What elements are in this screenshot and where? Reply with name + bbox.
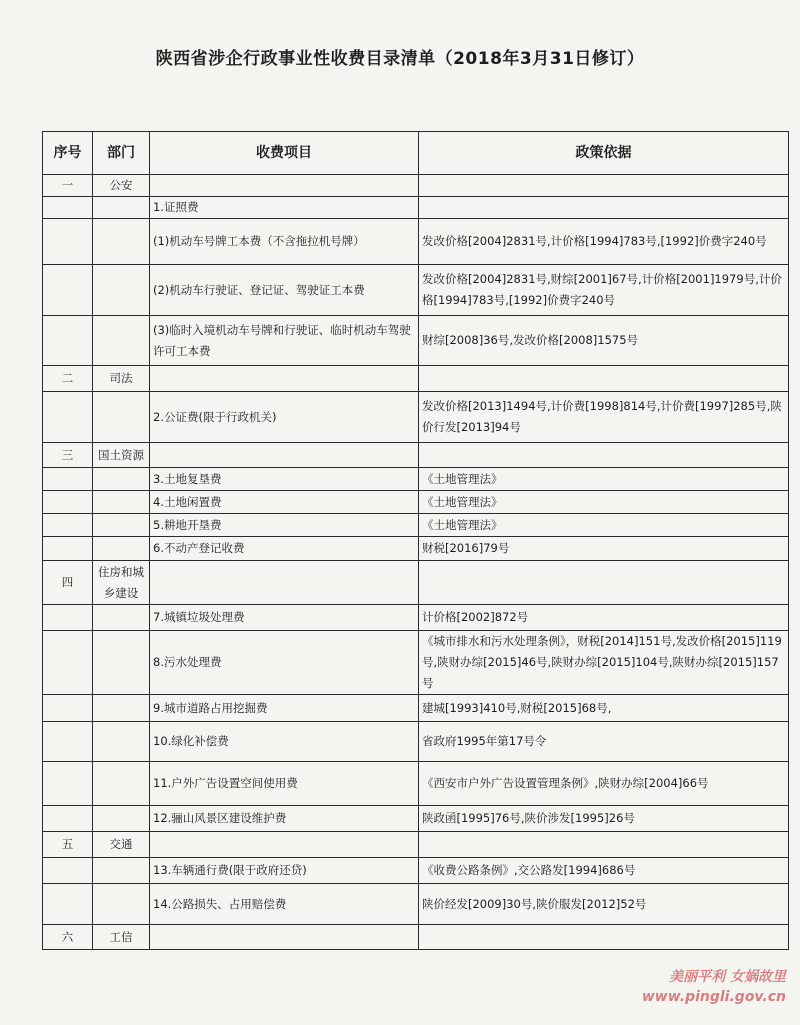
cell-item: 9.城市道路占用挖掘费 [150, 695, 419, 722]
cell-no: 六 [43, 925, 93, 950]
cell-basis [419, 197, 789, 219]
cell-no [43, 695, 93, 722]
cell-basis: 计价格[2002]872号 [419, 605, 789, 631]
cell-basis: 发改价格[2013]1494号,计价费[1998]814号,计价费[1997]285号,陕价行发[2013]94号 [419, 392, 789, 443]
cell-dept [93, 316, 150, 366]
cell-dept [93, 806, 150, 832]
fee-row [43, 884, 789, 925]
cell-no: 四 [43, 561, 93, 605]
cell-basis [419, 925, 789, 950]
cell-basis [419, 443, 789, 468]
cell-basis: 《土地管理法》 [419, 468, 789, 491]
cell-no [43, 537, 93, 561]
cell-item [150, 443, 419, 468]
cell-no [43, 491, 93, 514]
cell-dept [93, 468, 150, 491]
cell-no [43, 722, 93, 762]
cell-no: 五 [43, 832, 93, 858]
cell-basis: 《西安市户外广告设置管理条例》,陕财办综[2004]66号 [419, 762, 789, 806]
cell-dept [93, 858, 150, 884]
header-dept: 部门 [93, 132, 150, 175]
page-title: 陕西省涉企行政事业性收费目录清单（2018年3月31日修订） [155, 49, 645, 69]
fee-row [43, 468, 789, 491]
site-watermark [642, 967, 786, 1007]
cell-no [43, 884, 93, 925]
cell-dept [93, 762, 150, 806]
category-row [43, 832, 789, 858]
watermark-url: www.pingli.gov.cn [641, 989, 786, 1005]
fee-row [43, 858, 789, 884]
cell-dept [93, 631, 150, 695]
fee-row [43, 197, 789, 219]
cell-item: (1)机动车号牌工本费（不含拖拉机号牌） [150, 219, 419, 265]
cell-dept: 工信 [93, 925, 150, 950]
cell-item: 8.污水处理费 [150, 631, 419, 695]
category-row [43, 561, 789, 605]
cell-dept: 国土资源 [93, 443, 150, 468]
header-no: 序号 [43, 132, 93, 175]
cell-basis: 财税[2016]79号 [419, 537, 789, 561]
cell-item [150, 561, 419, 605]
cell-no [43, 392, 93, 443]
fee-row [43, 762, 789, 806]
fee-catalog-table [42, 131, 789, 950]
cell-no: 二 [43, 366, 93, 392]
fee-row [43, 265, 789, 316]
cell-basis: 建城[1993]410号,财税[2015]68号, [419, 695, 789, 722]
cell-basis: 陕价经发[2009]30号,陕价服发[2012]52号 [419, 884, 789, 925]
cell-dept: 住房和城乡建设 [93, 561, 150, 605]
cell-dept: 司法 [93, 366, 150, 392]
cell-dept [93, 197, 150, 219]
cell-basis [419, 175, 789, 197]
cell-item [150, 175, 419, 197]
category-row [43, 443, 789, 468]
cell-item: 13.车辆通行费(限于政府还贷) [150, 858, 419, 884]
cell-dept [93, 537, 150, 561]
fee-row [43, 695, 789, 722]
cell-no [43, 468, 93, 491]
watermark-slogan: 美丽平利 女娲故里 [669, 969, 786, 985]
cell-basis: 发改价格[2004]2831号,财综[2001]67号,计价格[2001]1979号,计价格[1994]783号,[1992]价费字240号 [419, 265, 789, 316]
header-item: 收费项目 [150, 132, 419, 175]
cell-basis: 《收费公路条例》,交公路发[1994]686号 [419, 858, 789, 884]
cell-item: 1.证照费 [150, 197, 419, 219]
cell-basis: 《城市排水和污水处理条例》，财税[2014]151号,发改价格[2015]119号,陕财办综[2015]46号,陕财办综[2015]104号,陕财办综[2015]157号 [419, 631, 789, 695]
cell-basis: 《土地管理法》 [419, 491, 789, 514]
cell-item [150, 366, 419, 392]
fee-row [43, 722, 789, 762]
cell-item: 2.公证费(限于行政机关) [150, 392, 419, 443]
cell-no [43, 316, 93, 366]
cell-no [43, 514, 93, 537]
cell-item [150, 925, 419, 950]
fee-row [43, 219, 789, 265]
cell-no [43, 762, 93, 806]
category-row [43, 925, 789, 950]
cell-dept [93, 605, 150, 631]
cell-dept [93, 722, 150, 762]
cell-no [43, 631, 93, 695]
fee-row [43, 514, 789, 537]
cell-no [43, 605, 93, 631]
cell-dept [93, 392, 150, 443]
cell-item: 6.不动产登记收费 [150, 537, 419, 561]
cell-no [43, 197, 93, 219]
fee-row [43, 806, 789, 832]
cell-no [43, 806, 93, 832]
cell-basis [419, 561, 789, 605]
cell-dept [93, 219, 150, 265]
cell-item: 12.骊山风景区建设维护费 [150, 806, 419, 832]
cell-item: 7.城镇垃圾处理费 [150, 605, 419, 631]
cell-basis: 省政府1995年第17号令 [419, 722, 789, 762]
cell-item: (2)机动车行驶证、登记证、驾驶证工本费 [150, 265, 419, 316]
cell-basis [419, 832, 789, 858]
cell-item: 14.公路损失、占用赔偿费 [150, 884, 419, 925]
fee-row [43, 392, 789, 443]
cell-basis: 陕政函[1995]76号,陕价涉发[1995]26号 [419, 806, 789, 832]
cell-item: 3.土地复垦费 [150, 468, 419, 491]
cell-basis: 《土地管理法》 [419, 514, 789, 537]
fee-row [43, 537, 789, 561]
cell-no [43, 265, 93, 316]
cell-item: 5.耕地开垦费 [150, 514, 419, 537]
cell-no [43, 858, 93, 884]
cell-item: 10.绿化补偿费 [150, 722, 419, 762]
fee-row [43, 605, 789, 631]
cell-dept [93, 695, 150, 722]
cell-no [43, 219, 93, 265]
cell-dept: 交通 [93, 832, 150, 858]
fee-row [43, 316, 789, 366]
cell-no: 三 [43, 443, 93, 468]
cell-dept: 公安 [93, 175, 150, 197]
cell-dept [93, 884, 150, 925]
cell-dept [93, 514, 150, 537]
cell-item: (3)临时入境机动车号牌和行驶证、临时机动车驾驶许可工本费 [150, 316, 419, 366]
category-row [43, 366, 789, 392]
cell-item: 4.土地闲置费 [150, 491, 419, 514]
cell-dept [93, 265, 150, 316]
header-basis: 政策依据 [419, 132, 789, 175]
cell-item [150, 832, 419, 858]
fee-row [43, 491, 789, 514]
category-row [43, 175, 789, 197]
table-header-row [43, 132, 789, 175]
cell-basis [419, 366, 789, 392]
cell-dept [93, 491, 150, 514]
cell-basis: 发改价格[2004]2831号,计价格[1994]783号,[1992]价费字240号 [419, 219, 789, 265]
cell-basis: 财综[2008]36号,发改价格[2008]1575号 [419, 316, 789, 366]
cell-no: 一 [43, 175, 93, 197]
fee-row [43, 631, 789, 695]
cell-item: 11.户外广告设置空间使用费 [150, 762, 419, 806]
